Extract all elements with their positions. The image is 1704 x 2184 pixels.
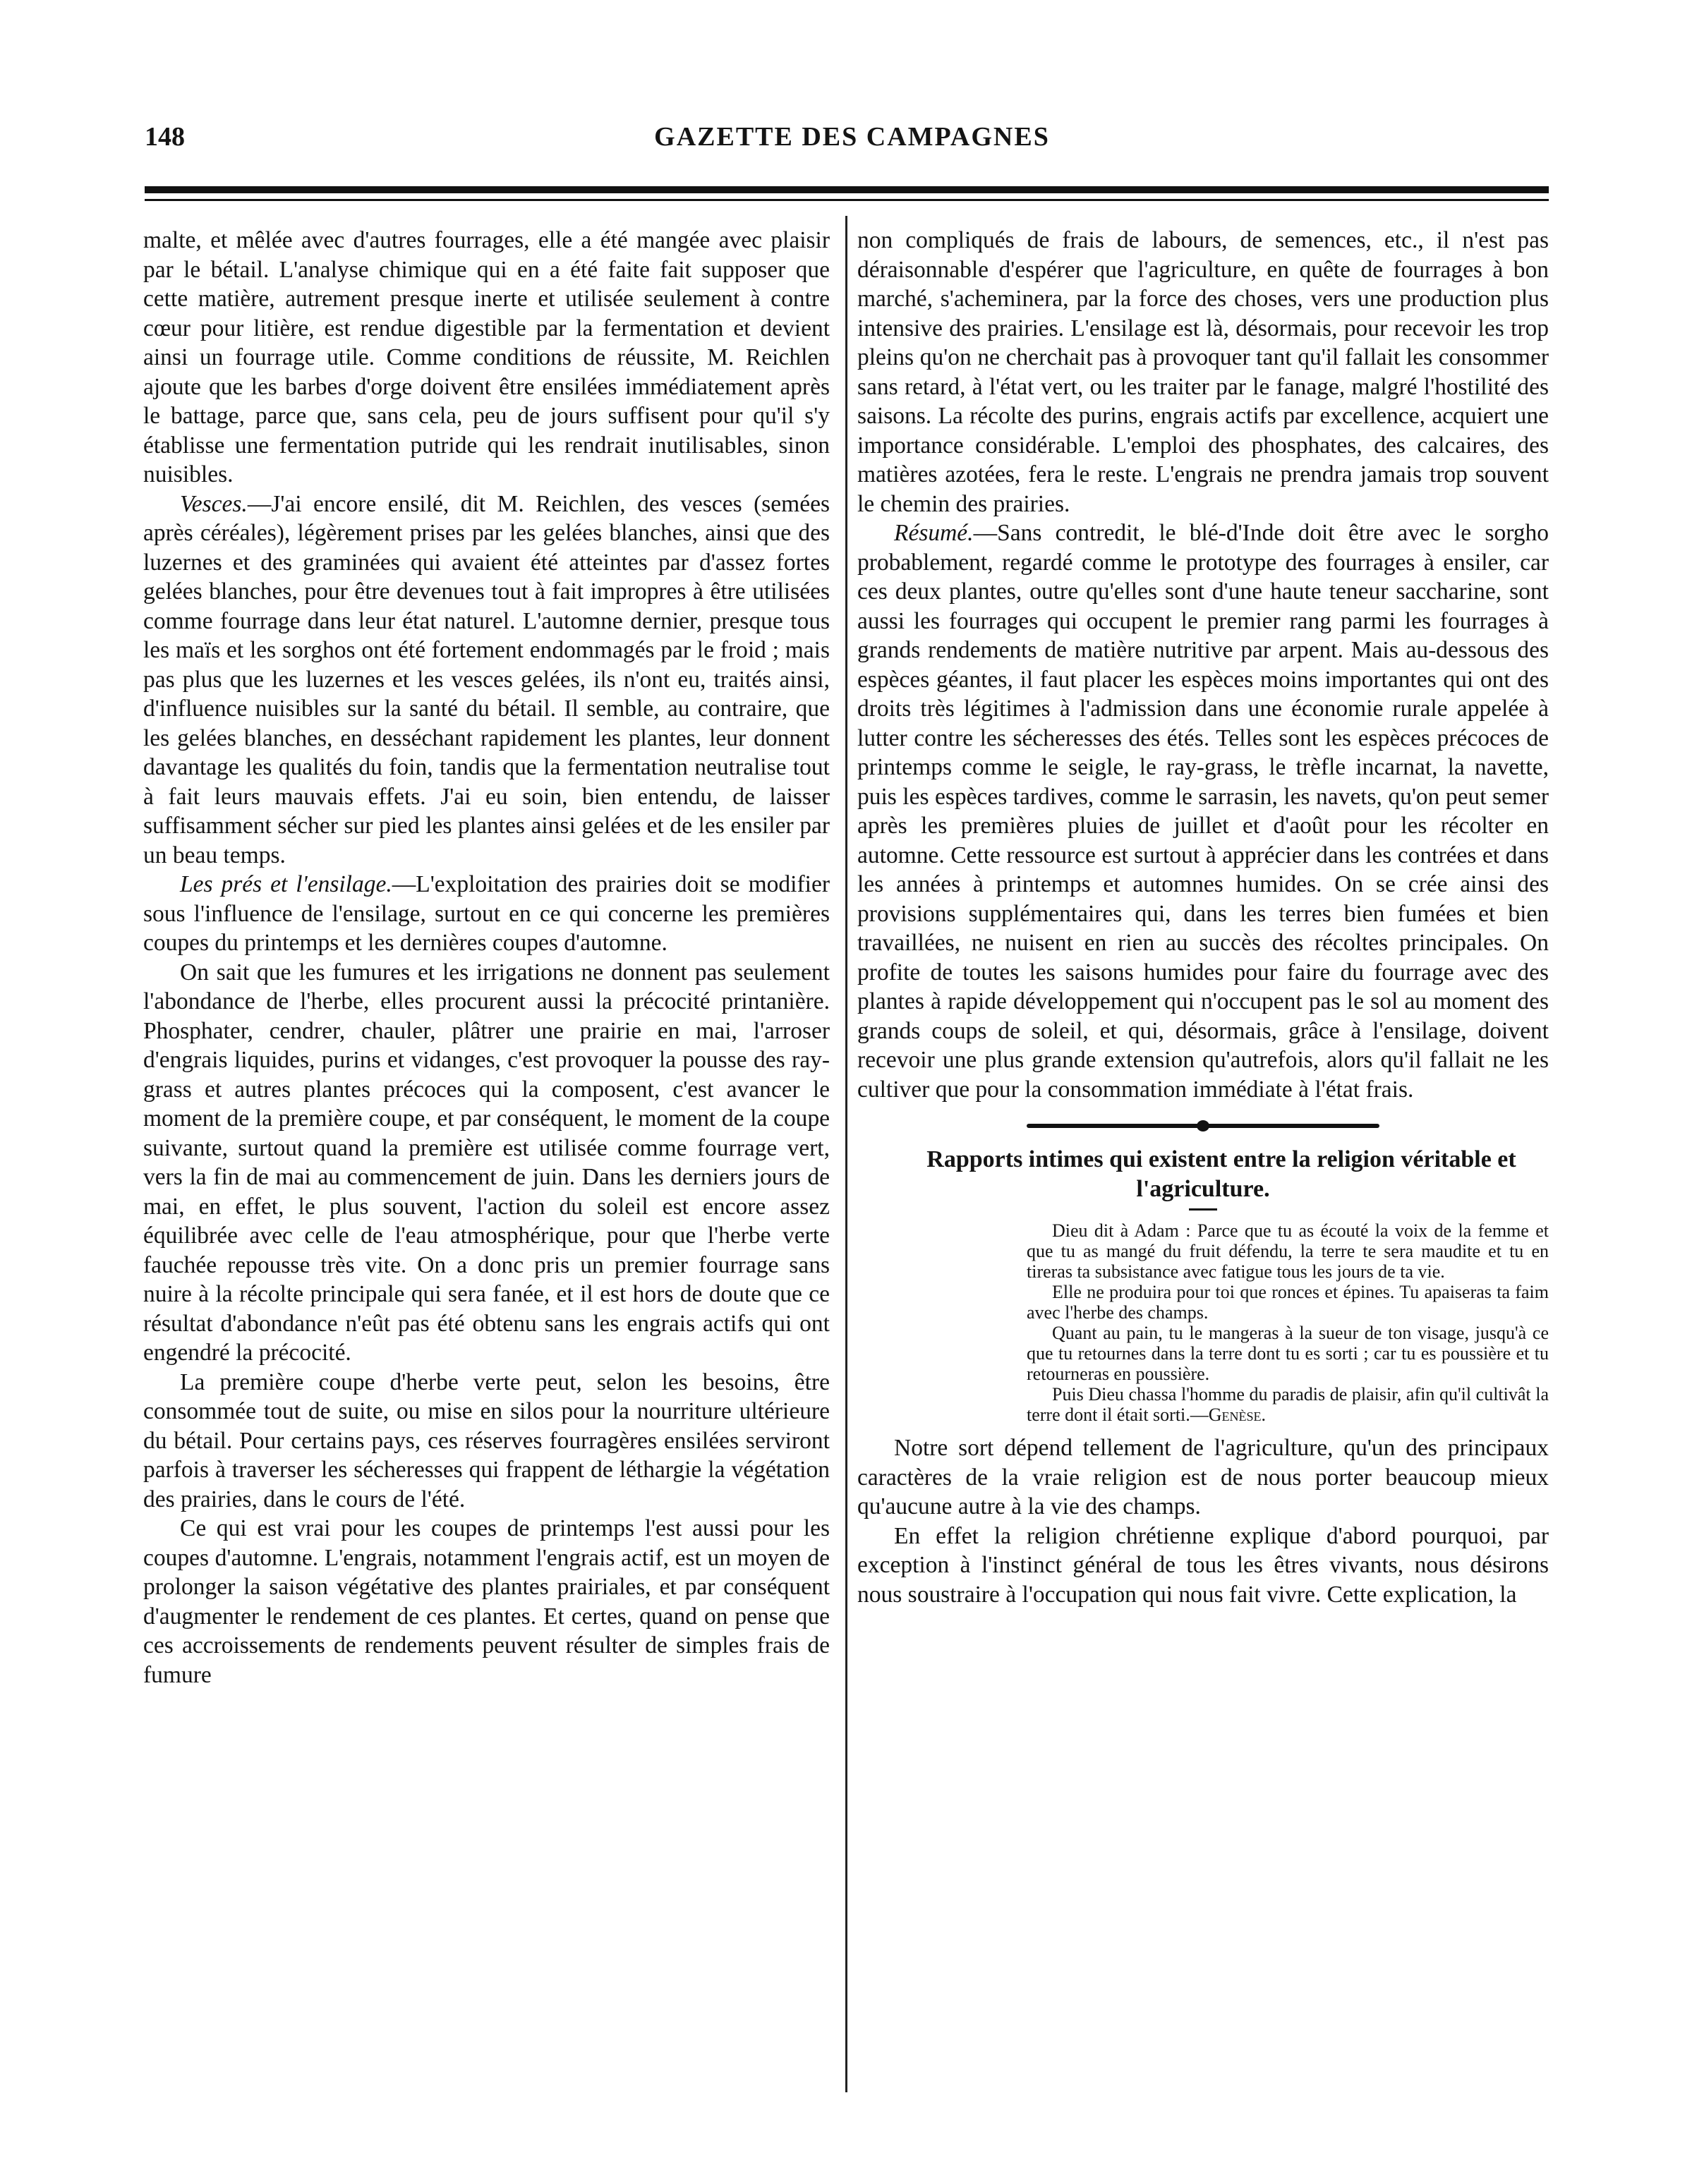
left-column xyxy=(143,226,830,1689)
page-number: 148 xyxy=(145,122,185,152)
paragraph: La première coupe d'herbe verte peut, selon les besoins, être consommée tout de suite, ou mise en silos pour la nourriture ultérieure du bétail. Pour certains pays, ces réserves fourragères ensilées serviront parfois à traverser les sécheresses qui frappent de léthargie la végétation des prairies, dans le cours de l'été. xyxy=(143,1369,830,1512)
header-rule-thick xyxy=(145,186,1549,193)
epigraph-line: Dieu dit à Adam : Parce que tu as écouté la voix de la femme et que tu as mangé du fruit défendu, la terre te sera maudite et tu en tireras ta subsistance avec fatigue tous les jours de ta vie. xyxy=(1027,1220,1549,1282)
section-ornament xyxy=(857,1108,1549,1142)
paragraph xyxy=(143,870,830,958)
paragraph-body: —J'ai encore ensilé, dit M. Reichlen, des vesces (semées après céréales), légèrement prises par les gelées blanches, ainsi que des luzernes et des graminées qui avaient été atteintes par d'assez fortes gelées blanches, pour être devenues tout à fait impropres à être utilisées comme fourrage dans leur état naturel. L'automne dernier, presque tous les maïs et les sorghos ont été fortement endommagés par le froid ; mais pas plus que les luzernes et les vesces gelées, ils n'ont eu, traités ainsi, d'influence nuisibles sur la santé du bétail. Il semble, au contraire, que les gelées blanches, en desséchant rapidement les plantes, leur donnent davantage les qualités du foin, tandis que la fermentation neutralise tout à fait leurs mauvais effets. J'ai eu soin, bien entendu, de laisser suffisamment sécher sur pied les plantes ainsi gelées et de les ensiler par un beau temps. xyxy=(143,490,830,868)
running-head: GAZETTE DES CAMPAGNES xyxy=(654,122,1050,152)
section-title: Rapports intimes qui existent entre la religion véritable et l'agriculture. xyxy=(926,1146,1516,1202)
right-column xyxy=(857,226,1549,1609)
paragraph xyxy=(143,490,830,870)
epigraph-line: Quant au pain, tu le mangeras à la sueur de ton visage, jusqu'à ce que tu retournes dans la terre dont tu es sorti ; car tu es poussière et tu retourneras en poussière. xyxy=(1027,1323,1549,1384)
paragraph: On sait que les fumures et les irrigations ne donnent pas seulement l'abondance de l'herbe, elles procurent aussi la précocité printanière. Phosphater, cendrer, chauler, plâtrer une prairie en mai, l'arroser d'engrais liquides, purins et vidanges, c'est provoquer la pousse des ray-grass et autres plantes précoces qui la composent, c'est avancer le moment de la première coupe, et par conséquent, le moment de la coupe suivante, surtout quand la première est utilisée comme fourrage vert, vers la fin de mai au commencement de juin. Dans les derniers jours de mai, en effet, le plus souvent, l'action du soleil est encore assez équilibrée avec celle de l'eau atmosphérique, pour que l'herbe verte fauchée repousse très vite. On a donc pris un premier fourrage sans nuire à la récolte principale qui sera fanée, et il est hors de doute que ce résultat d'abondance n'eût pas été obtenu sans les engrais actifs qui ont engendré la précocité. xyxy=(143,959,830,1366)
column-divider xyxy=(845,216,847,2092)
section-title-rule xyxy=(1189,1208,1217,1211)
paragraph: Ce qui est vrai pour les coupes de printemps l'est aussi pour les coupes d'automne. L'engrais, notamment l'engrais actif, est un moyen de prolonger la saison végétative des plantes prairiales, et par conséquent d'augmenter le rendement de ces plantes. Et certes, quand on pense que ces accroissements de rendements peuvent résulter de simples frais de fumure xyxy=(143,1515,830,1688)
header-rule-thin xyxy=(145,199,1549,201)
epigraph-line: Elle ne produira pour toi que ronces et épines. Tu apaiseras ta faim avec l'herbe des champs. xyxy=(1027,1282,1549,1323)
paragraph-body: —Sans contredit, le blé-d'Inde doit être avec le sorgho probablement, regardé comme le prototype des fourrages à ensiler, car ces deux plantes, outre qu'elles sont d'une haute teneur saccharine, sont aussi les fourrages qui occupent le premier rang parmi les fourrages à grands rendements de matière nutritive par arpent. Mais au-dessous des espèces géantes, il faut placer les espèces moins importantes qui ont des droits très légitimes à l'admission dans une économie rurale appelée à lutter contre les sécheresses des étés. Telles sont les espèces précoces de printemps comme le seigle, le ray-grass, le trèfle incarnat, la navette, puis les espèces tardives, comme le sarrasin, les navets, qu'on peut semer après les premières pluies de juillet et d'août pour les récolter en automne. Cette ressource est surtout à apprécier dans les contrées et dans les années à printemps et automnes humides. On se crée ainsi des provisions supplémentaires qui, dans les terres bien fumées et bien travaillées, ne nuisent en rien au succès des récoltes principales. On profite de toutes les saisons humides pour faire du fourrage avec des plantes à rapide développement qui n'occupent pas le sol au moment des grands coups de soleil, et qui, désormais, grâce à l'ensilage, doivent recevoir une plus grande extension qu'autrefois, alors qu'il fallait ne les cultiver que pour la consommation immédiate à l'état frais. xyxy=(857,520,1549,1103)
paragraph: malte, et mêlée avec d'autres fourrages, elle a été mangée avec plaisir par le bétail. L'analyse chimique qui en a été faite fait supposer que cette matière, autrement presque inerte et utilisée seulement à contre cœur pour litière, est rendue digestible par la fermentation et devient ainsi un fourrage utile. Comme conditions de réussite, M. Reichlen ajoute que les barbes d'orge doivent être ensilées immédiatement après le battage, parce que, sans cela, peu de jours suffisent pour qu'il s'y établisse une fermentation putride qui les rendrait inutilisables, sinon nuisibles. xyxy=(143,227,830,487)
paragraph: non compliqués de frais de labours, de semences, etc., il n'est pas déraisonnable d'espérer que l'agriculture, en quête de fourrages à bon marché, s'acheminera, par la force des choses, vers une production plus intensive des prairies. L'ensilage est là, désormais, pour recevoir les trop pleins qu'on ne cherchait pas à provoquer tant qu'il fallait les consommer sans retard, à l'état vert, ou les traiter par le fanage, malgré l'hostilité des saisons. La récolte des purins, engrais actifs par excellence, acquiert une importance considérable. L'emploi des phosphates, des calcaires, des matières azotées, fera le reste. L'engrais ne prendra jamais trop souvent le chemin des prairies. xyxy=(857,227,1549,517)
epigraph-source: Genèse. xyxy=(1208,1405,1267,1425)
epigraph-line xyxy=(1027,1384,1549,1425)
paragraph-body: —L'exploitation des prairies doit se modifier sous l'influence de l'ensilage, surtout en ce qui concerne les premières coupes du printemps et les dernières coupes d'automne. xyxy=(143,871,830,956)
paragraph-lead: Les prés et l'ensilage. xyxy=(180,871,392,897)
paragraph xyxy=(857,518,1549,1104)
epigraph xyxy=(1027,1220,1549,1425)
paragraph-lead: Vesces. xyxy=(180,490,248,517)
paragraph: En effet la religion chrétienne explique d'abord pourquoi, par exception à l'instinct général de tous les êtres vivants, nous désirons nous soustraire à l'occupation qui nous fait vivre. Cette explication, la xyxy=(857,1522,1549,1608)
paragraph: Notre sort dépend tellement de l'agriculture, qu'un des principaux caractères de la vraie religion est de nous porter beaucoup mieux qu'aucune autre à la vie des champs. xyxy=(857,1435,1549,1519)
paragraph-lead: Résumé. xyxy=(894,520,974,546)
epigraph-text: Puis Dieu chassa l'homme du paradis de plaisir, afin qu'il cultivât la terre dont il était sorti.— xyxy=(1027,1384,1549,1425)
